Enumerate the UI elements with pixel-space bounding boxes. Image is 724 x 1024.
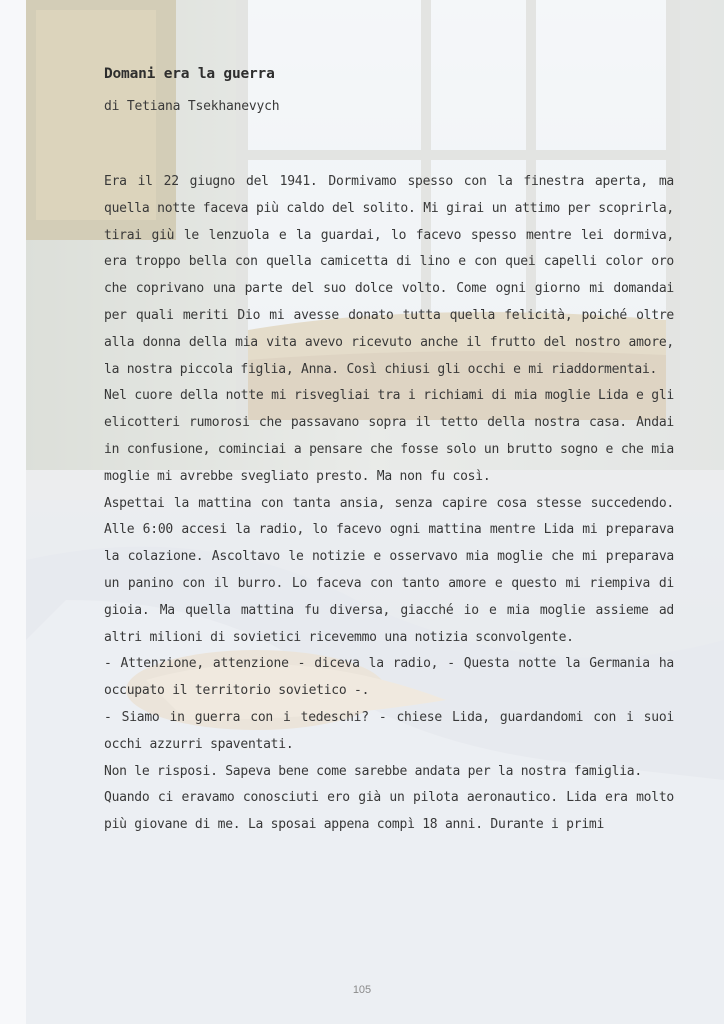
document-title: Domani era la guerra	[104, 66, 275, 82]
paragraph: - Siamo in guerra con i tedeschi? - chiese Lida, guardandomi con i suoi occhi azzurri spaventati.	[104, 709, 674, 752]
page-number: 105	[352, 984, 372, 996]
paragraph: Aspettai la mattina con tanta ansia, senza capire cosa stesse succedendo. Alle 6:00 accesi la radio, lo facevo ogni mattina mentre Lida mi preparava la colazione. Ascoltavo le notizie e osservavo mia moglie che mi preparava un panino con il burro. Lo faceva con tanto amore e questo mi riempiva di gioia. Ma quella mattina fu diversa, giacché io e mia moglie assieme ad altri milioni di sovietici ricevemmo una notizia sconvolgente.	[104, 495, 674, 645]
paragraph: Non le risposi. Sapeva bene come sarebbe andata per la nostra famiglia.	[104, 763, 642, 779]
paragraph: Quando ci eravamo conosciuti ero già un pilota aeronautico. Lida era molto più giovane di me. La sposai appena compì 18 anni. Durante i primi	[104, 790, 674, 833]
document-body	[104, 169, 674, 839]
paragraph: Nel cuore della notte mi risvegliai tra i richiami di mia moglie Lida e gli elicotteri rumorosi che passavano sopra il tetto della nostra casa. Andai in confusione, cominciai a pensare che fosse solo un brutto sogno e che mia moglie mi avrebbe svegliato presto. Ma non fu così.	[104, 388, 674, 484]
document-content	[104, 64, 674, 839]
paragraph: - Attenzione, attenzione - diceva la radio, - Questa notte la Germania ha occupato il territorio sovietico -.	[104, 656, 674, 699]
paragraph: Era il 22 giugno del 1941. Dormivamo spesso con la finestra aperta, ma quella notte faceva più caldo del solito. Mi girai un attimo per scoprirla, tirai giù le lenzuola e la guardai, lo facevo spesso mentre lei dormiva, era troppo bella con quella camicetta di lino e con quei capelli color oro che coprivano una parte del suo dolce volto. Come ogni giorno mi domandai per quali meriti Dio mi avesse donato tutta quella felicità, poiché oltre alla donna della mia vita avevo ricevuto anche il frutto del nostro amore, la nostra piccola figlia, Anna. Così chiusi gli occhi e mi riaddormentai.	[104, 174, 674, 377]
document-author: di Tetiana Tsekhanevych	[104, 99, 280, 114]
